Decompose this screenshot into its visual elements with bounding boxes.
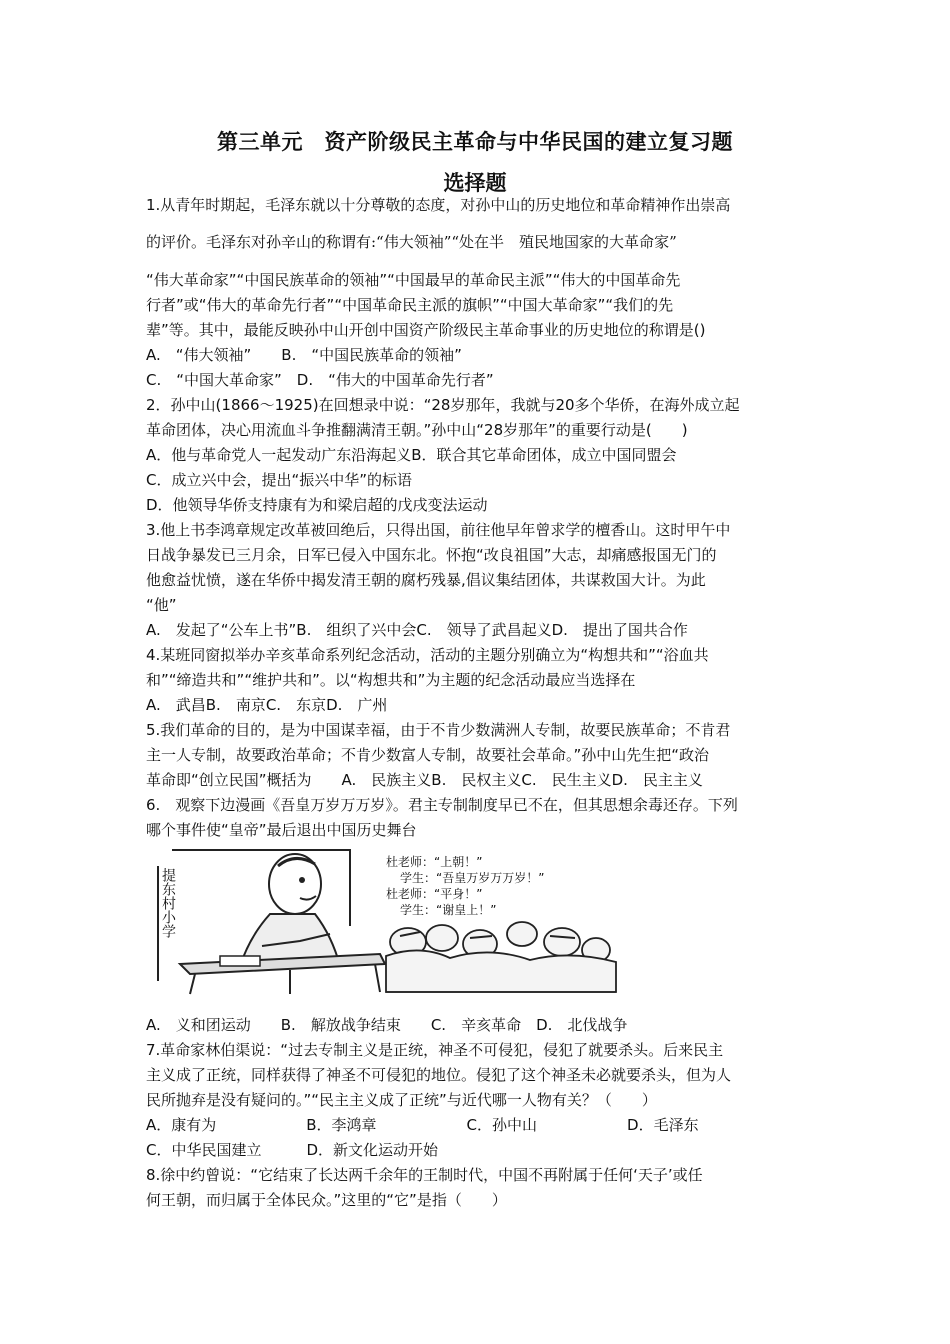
option-line: A. 发起了“公车上书”B. 组织了兴中会C. 领导了武昌起义D. 提出了国共合作 [146,621,688,639]
text-line: 和”“缔造共和”“维护共和”。以“构想共和”为主题的纪念活动最应当选择在 [146,671,636,689]
text-line: “他” [146,596,177,614]
cartoon-sign-char: 提东村小学 [160,868,176,938]
option-line: A. 武昌B. 南京C. 东京D. 广州 [146,696,388,714]
text-line: 1.从青年时期起，毛泽东就以十分尊敬的态度，对孙中山的历史地位和革命精神作出崇高 [146,196,731,214]
cartoon-dialogue-line: 学生：“谢皇上！” [400,903,497,917]
section-heading: 选择题 [443,171,507,195]
text-line: 主一人专制，故要政治革命；不肯少数富人专制，故要社会革命。”孙中山先生把“政治 [146,746,710,764]
text-line: 他愈益忧愤，遂在华侨中揭发清王朝的腐朽残暴,倡议集结团体，共谋救国大计。为此 [146,571,706,589]
text-line: 哪个事件使“皇帝”最后退出中国历史舞台 [146,821,417,839]
option-line: A．康有为 B．李鸿章 C．孙中山 D．毛泽东 [146,1116,699,1134]
text-line: 8.徐中约曾说：“它结束了长达两千余年的王制时代，中国不再附属于任何‘天子’或任 [146,1166,703,1184]
text-line: 行者”或“伟大的革命先行者”“中国革命民主派的旗帜”“中国大革命家”“我们的先 [146,296,674,314]
text-line: 革命即“创立民国”概括为 A. 民族主义B. 民权主义C. 民生主义D. 民主主义 [146,771,703,789]
text-line: 民所抛弃是没有疑问的。”“民主主义成了正统”与近代哪一人物有关？（ ） [146,1091,657,1109]
cartoon-dialogue-line: 学生：“吾皇万岁万万岁！” [400,871,545,885]
text-line: 2．孙中山(1866～1925)在回想录中说：“28岁那年，我就与20多个华侨，在海外成立起 [146,396,740,414]
option-line: A. “伟大领袖” B. “中国民族革命的领袖” [146,346,462,364]
option-line: C．成立兴中会，提出“振兴中华”的标语 [146,471,413,489]
cartoon-image [150,846,620,996]
option-line: A．他与革命党人一起发动广东沿海起义B．联合其它革命团体，成立中国同盟会 [146,446,677,464]
text-line: 辈”等。其中，最能反映孙中山开创中国资产阶级民主革命事业的历史地位的称谓是() [146,321,706,339]
text-line: 日战争暴发已三月余，日军已侵入中国东北。怀抱“改良祖国”大志，却痛感报国无门的 [146,546,717,564]
document-title: 第三单元 资产阶级民主革命与中华民国的建立复习题 [217,130,733,154]
option-line: C．中华民国建立 D．新文化运动开始 [146,1141,439,1159]
text-line: 何王朝，而归属于全体民众。”这里的“它”是指（ ） [146,1191,507,1209]
text-line: 的评价。毛泽东对孙辛山的称谓有:“伟大领袖”“处在半 殖民地国家的大革命家” [146,233,677,251]
text-line: 3.他上书李鸿章规定改革被回绝后，只得出国，前往他早年曾求学的檀香山。这时甲午中 [146,521,731,539]
option-line: D．他领导华侨支持康有为和梁启超的戊戌变法运动 [146,496,488,514]
text-line: 4.某班同窗拟举办辛亥革命系列纪念活动，活动的主题分别确立为“构想共和”“浴血共 [146,646,709,664]
text-line: 5.我们革命的目的，是为中国谋幸福，由于不肯少数满洲人专制，故要民族革命；不肯君 [146,721,731,739]
text-line: 主义成了正统，同样获得了神圣不可侵犯的地位。侵犯了这个神圣未必就要杀头，但为人 [146,1066,732,1084]
text-line: “伟大革命家”“中国民族革命的领袖”“中国最早的革命民主派”“伟大的中国革命先 [146,271,681,289]
option-line: C. “中国大革命家” D. “伟大的中国革命先行者” [146,371,494,389]
text-line: 7.革命家林伯渠说：“过去专制主义是正统，神圣不可侵犯，侵犯了就要杀头。后来民主 [146,1041,724,1059]
cartoon-dialogue-line: 杜老师：“上朝！” [386,855,483,869]
text-line: 6. 观察下边漫画《吾皇万岁万万岁》。君主专制制度早已不在，但其思想余毒还存。下列 [146,796,738,814]
option-line: A. 义和团运动 B. 解放战争结束 C. 辛亥革命 D. 北伐战争 [146,1016,628,1034]
text-line: 革命团体，决心用流血斗争推翻满清王朝。”孙中山“28岁那年”的重要行动是( ) [146,421,688,439]
cartoon-dialogue-line: 杜老师：“平身！” [386,887,483,901]
